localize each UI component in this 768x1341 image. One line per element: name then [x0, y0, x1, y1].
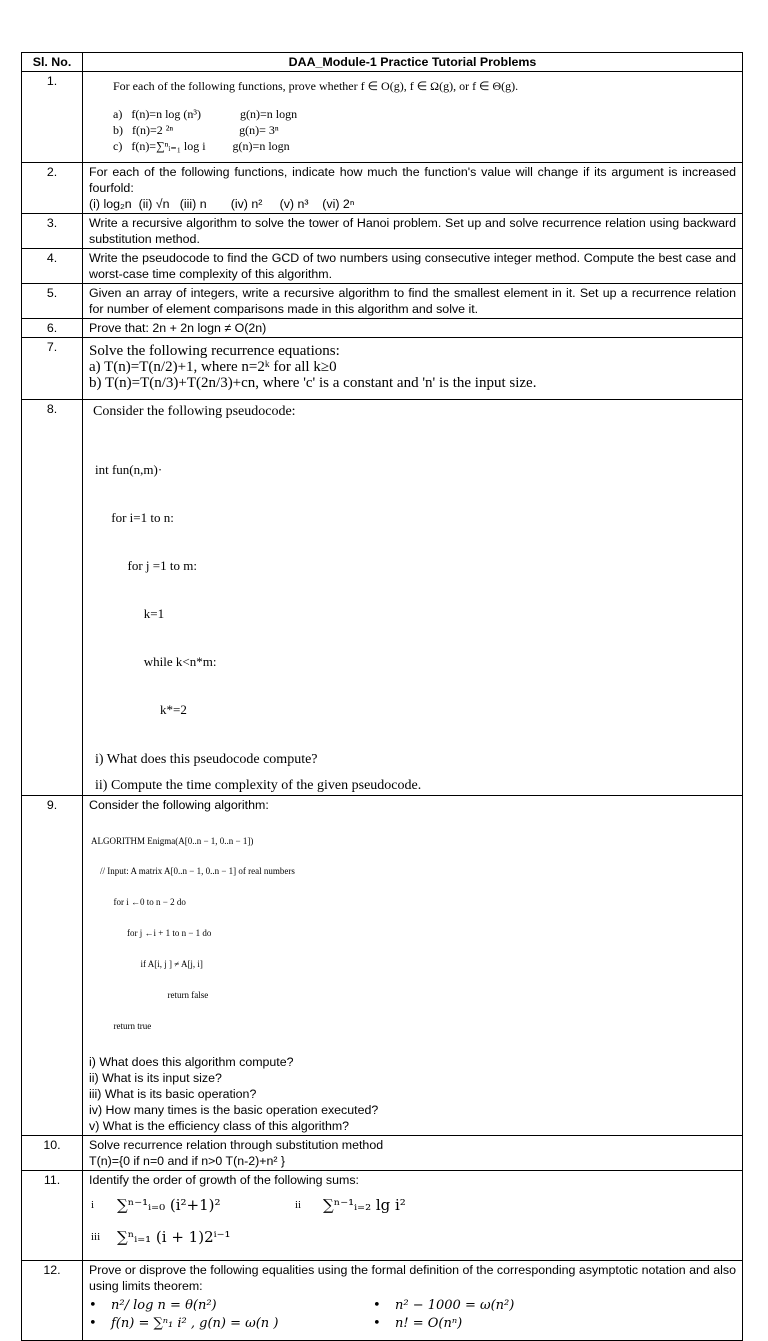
q11-sum-ii: ∑ⁿ⁻¹ᵢ₌₂ lg i²	[323, 1195, 406, 1214]
question-text	[83, 796, 743, 1136]
q11-sum-iii: ∑ⁿᵢ₌₁ (i + 1)2ⁱ⁻¹	[117, 1227, 231, 1246]
algorithm-line: for j ←i + 1 to n − 1 do	[91, 928, 212, 939]
question-row-4	[22, 249, 743, 284]
question-number: 9.	[22, 796, 83, 1136]
question-text: Given an array of integers, write a recursive algorithm to find the smallest element in it. Set up a recurrence relation for number of element comparisons made in this algorithm and solve it.	[83, 284, 743, 319]
q12-equality-2: n² − 1000 = ω(n²)	[395, 1297, 515, 1313]
question-number: 12.	[22, 1260, 83, 1340]
question-row-7	[22, 338, 743, 400]
q11-sums-row-1	[89, 1196, 736, 1214]
q2-text: For each of the following functions, indicate how much the function's value will change if its argument is increased fourfold:	[89, 165, 736, 195]
q11-label-ii: ii	[295, 1198, 302, 1211]
question-row-11	[22, 1170, 743, 1260]
code-line: k=1	[95, 606, 165, 621]
bullet-icon: •	[89, 1297, 97, 1313]
algorithm-line: if A[i, j ] ≠ A[j, i]	[91, 959, 203, 970]
question-row-6	[22, 319, 743, 338]
question-text	[83, 72, 743, 163]
q8-code	[95, 430, 736, 750]
question-row-9	[22, 796, 743, 1136]
question-text: Write a recursive algorithm to solve the tower of Hanoi problem. Set up and solve recurrence relation using backward substitution method.	[83, 214, 743, 249]
code-line: for i=1 to n:	[95, 510, 174, 525]
question-text	[83, 1260, 743, 1340]
q9-algorithm	[91, 815, 736, 1052]
q11-intro: Identify the order of growth of the following sums:	[89, 1172, 359, 1187]
question-text	[83, 1170, 743, 1260]
q12-equality-1: n²/ log n = θ(n²)	[111, 1297, 217, 1313]
algorithm-line: return true	[91, 1020, 152, 1031]
q9-question: v) What is the efficiency class of this algorithm?	[89, 1118, 350, 1133]
q11-sums-row-2	[89, 1228, 736, 1246]
question-text	[83, 400, 743, 796]
question-row-3	[22, 214, 743, 249]
q9-question: iv) How many times is the basic operation executed?	[89, 1102, 379, 1117]
bullet-icon: •	[373, 1297, 381, 1313]
question-number: 2.	[22, 163, 83, 214]
q7-part-a: a) T(n)=T(n/2)+1, where n=2ᵏ for all k≥0	[89, 359, 337, 375]
header-row	[22, 53, 743, 72]
question-text	[83, 1135, 743, 1170]
question-row-1	[22, 72, 743, 163]
q12-equalities-row-1	[89, 1297, 736, 1315]
q12-equality-3: f(n) = ∑ⁿ₁ i² , g(n) = ω(n )	[111, 1315, 279, 1331]
question-text: Prove that: 2n + 2n logn ≠ O(2n)	[83, 319, 743, 338]
question-number: 1.	[22, 72, 83, 163]
algorithm-line: ALGORITHM Enigma(A[0..n − 1, 0..n − 1])	[91, 835, 254, 846]
code-line: int fun(n,m)·	[95, 462, 163, 477]
question-number: 8.	[22, 400, 83, 796]
question-row-10	[22, 1135, 743, 1170]
question-number: 11.	[22, 1170, 83, 1260]
q9-question: i) What does this algorithm compute?	[89, 1054, 294, 1069]
code-line: for j =1 to m:	[95, 558, 197, 573]
question-row-8	[22, 400, 743, 796]
q12-equalities-row-2	[89, 1315, 736, 1333]
q11-label-i: i	[91, 1198, 95, 1211]
question-text: Write the pseudocode to find the GCD of two numbers using consecutive integer method. Compute the best case and worst-case time complexity of this algorithm.	[83, 249, 743, 284]
q10-relation: T(n)={0 if n=0 and if n>0 T(n-2)+n² }	[89, 1153, 286, 1168]
question-number: 10.	[22, 1135, 83, 1170]
bullet-icon: •	[89, 1315, 97, 1331]
q7-part-b: b) T(n)=T(n/3)+T(2n/3)+cn, where 'c' is a constant and 'n' is the input size.	[89, 375, 537, 391]
tutorial-table	[21, 52, 743, 1341]
q8-intro: Consider the following pseudocode:	[93, 404, 296, 419]
q12-equality-4: n! = O(nⁿ)	[395, 1315, 463, 1331]
q2-items: (i) log₂n (ii) √n (iii) n (iv) n² (v) n³ (vi) 2ⁿ	[89, 197, 355, 211]
question-number: 6.	[22, 319, 83, 338]
q12-text: Prove or disprove the following equalities using the formal definition of the corresponding asymptotic notation and also using limits theorem:	[89, 1262, 736, 1293]
q1-part-b: b) f(n)=2 ²ⁿ g(n)= 3ⁿ	[113, 123, 279, 137]
question-text	[83, 338, 743, 400]
q1-part-c: c) f(n)=∑ⁿᵢ₌₁ log i g(n)=n logn	[113, 139, 290, 153]
header-slno: Sl. No.	[22, 53, 83, 72]
q10-text: Solve recurrence relation through substitution method	[89, 1137, 384, 1152]
question-row-2	[22, 163, 743, 214]
question-row-5	[22, 284, 743, 319]
header-title: DAA_Module-1 Practice Tutorial Problems	[83, 53, 743, 72]
question-number: 3.	[22, 214, 83, 249]
q7-intro: Solve the following recurrence equations:	[89, 343, 340, 359]
code-line: while k<n*m:	[95, 654, 217, 669]
q11-sum-i: ∑ⁿ⁻¹ᵢ₌₀ (i²+1)²	[117, 1195, 221, 1214]
question-row-12	[22, 1260, 743, 1340]
bullet-icon: •	[373, 1315, 381, 1331]
algorithm-line: // Input: A matrix A[0..n − 1, 0..n − 1] of real numbers	[91, 866, 295, 877]
code-line: k*=2	[95, 702, 187, 717]
algorithm-line: return false	[91, 990, 209, 1001]
question-text	[83, 163, 743, 214]
question-number: 4.	[22, 249, 83, 284]
algorithm-line: for i ←0 to n − 2 do	[91, 897, 186, 908]
q1-intro: For each of the following functions, prove whether f ∈ O(g), f ∈ Ω(g), or f ∈ Θ(g).	[113, 79, 519, 93]
q9-intro: Consider the following algorithm:	[89, 798, 269, 812]
q9-question: ii) What is its input size?	[89, 1070, 222, 1085]
question-number: 5.	[22, 284, 83, 319]
question-number: 7.	[22, 338, 83, 400]
q11-label-iii: iii	[91, 1230, 101, 1243]
q9-question: iii) What is its basic operation?	[89, 1086, 257, 1101]
q8-question-i: i) What does this pseudocode compute?	[95, 752, 318, 767]
q1-part-a: a) f(n)=n log (n³) g(n)=n logn	[113, 107, 298, 121]
q8-question-ii: ii) Compute the time complexity of the given pseudocode.	[95, 778, 422, 793]
